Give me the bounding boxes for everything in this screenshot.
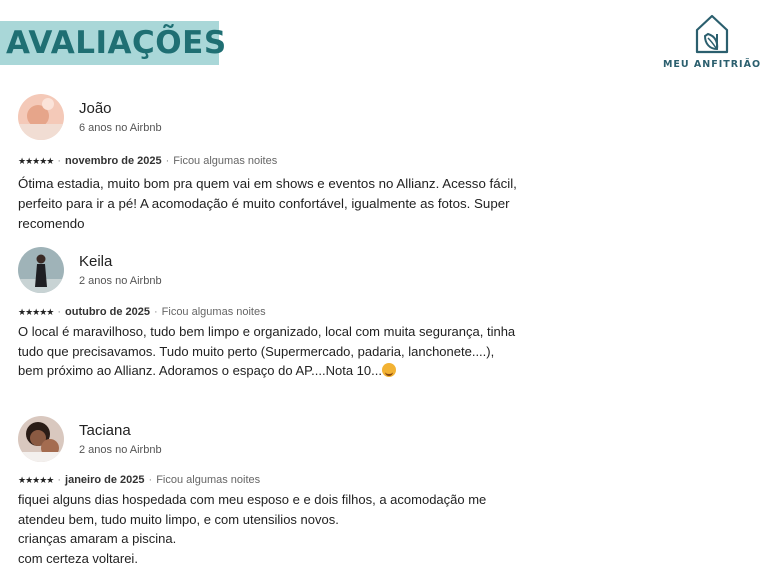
review-text-line: com certeza voltarei. [18, 550, 138, 566]
review-card [18, 94, 538, 231]
review-date: outubro de 2025 [65, 306, 150, 318]
reviewer-name: João [79, 100, 112, 117]
review-meta: ★★★★★ · outubro de 2025 · Ficou algumas noites [18, 306, 266, 318]
review-card [18, 247, 538, 378]
review-date: janeiro de 2025 [65, 474, 145, 486]
reviewer-name: Keila [79, 253, 113, 270]
reviewer-since: 2 anos no Airbnb [79, 275, 162, 287]
stay-length: Ficou algumas noites [161, 306, 266, 318]
star-rating-icon: ★★★★★ [18, 156, 54, 166]
review-meta: ★★★★★ · novembro de 2025 · Ficou algumas noites [18, 155, 278, 167]
brand-logo [660, 12, 764, 70]
brand-name: MEU ANFITRIÃO [662, 59, 762, 70]
star-rating-icon: ★★★★★ [18, 307, 54, 317]
avatar [18, 94, 64, 140]
review-text [18, 322, 518, 381]
star-rating-icon: ★★★★★ [18, 475, 54, 485]
review-text: Ótima estadia, muito bom pra quem vai em shows e eventos no Allianz. Acesso fácil, perfeito para ir a pé! A acomodação é muito confortável, igualmente as fotos. Super recomendo [18, 176, 517, 231]
review-meta: ★★★★★ · janeiro de 2025 · Ficou algumas noites [18, 474, 261, 486]
avatar [18, 247, 64, 293]
review-text-line: crianças amaram a piscina. [18, 531, 177, 546]
review-text-body: O local é maravilhoso, tudo bem limpo e organizado, local com muita segurança, tinha tudo que precisavamos. Tudo muito perto (Supermercado, padaria, lanchonete....), bem próximo ao Allianz. Adoramos o espaço do AP....Nota 10... [18, 324, 516, 378]
avatar [18, 416, 64, 462]
page-title: AVALIAÇÕES [6, 25, 227, 61]
review-date: novembro de 2025 [65, 155, 162, 167]
reviewer-since: 6 anos no Airbnb [79, 122, 162, 134]
review-text-line: atendeu bem, tudo muito limpo, e com utensilios novos. [18, 511, 339, 527]
smiling-face-emoji-icon [382, 363, 396, 377]
review-text [18, 490, 518, 568]
stay-length: Ficou algumas noites [156, 474, 261, 486]
reviewer-name: Taciana [79, 422, 131, 439]
review-card [18, 416, 538, 566]
stay-length: Ficou algumas noites [173, 155, 278, 167]
house-leaf-icon [693, 12, 731, 56]
reviewer-since: 2 anos no Airbnb [79, 444, 162, 456]
review-text-line: fiquei alguns dias hospedada com meu esposo e e dois filhos, a acomodação me [18, 492, 487, 507]
